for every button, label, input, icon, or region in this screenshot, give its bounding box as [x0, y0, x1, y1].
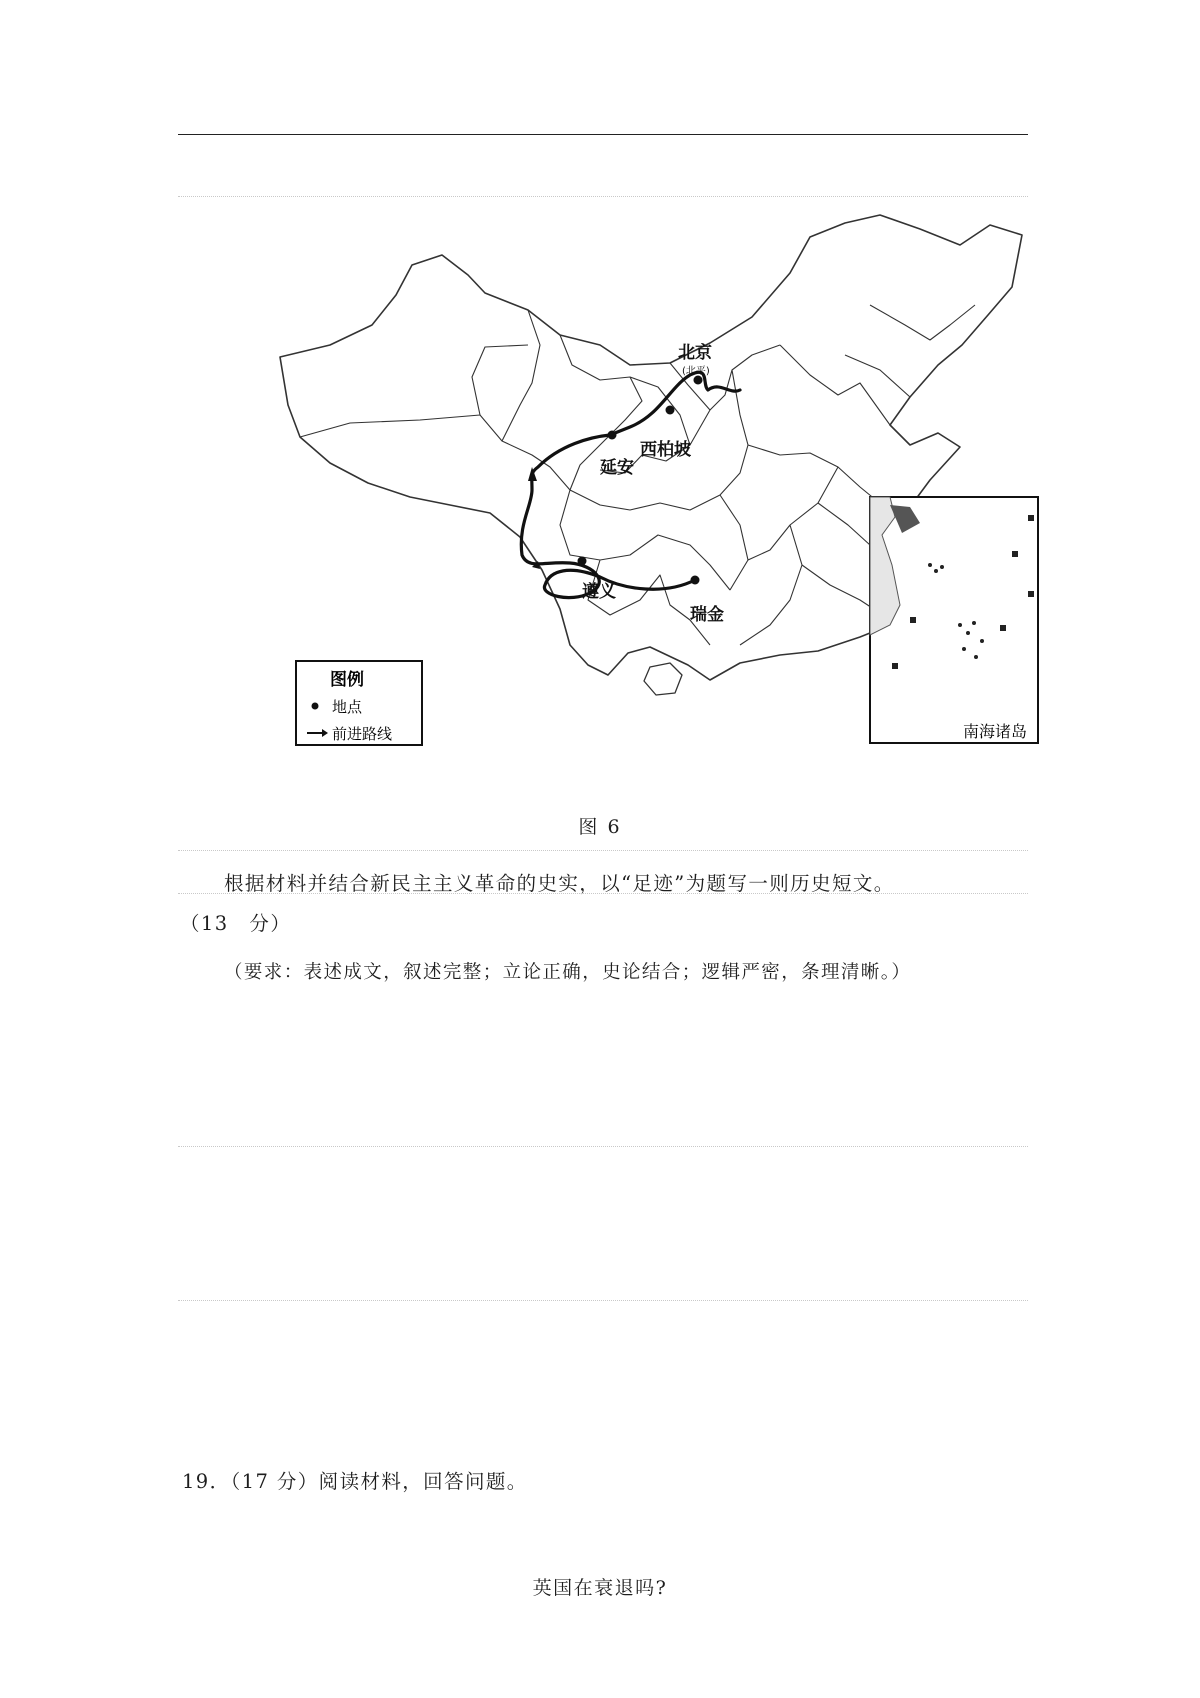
hainan-island	[644, 663, 682, 695]
label-beiping: (北平)	[682, 366, 710, 377]
dotted-divider	[178, 893, 1028, 894]
south-china-sea-inset	[870, 497, 1038, 743]
task-requirements: （要求：表述成文，叙述完整；立论正确，史论结合；逻辑严密，条理清晰。）	[224, 962, 912, 983]
label-yanan: 延安	[600, 458, 634, 478]
legend-title: 图例	[330, 670, 364, 690]
label-xibaipo: 西柏坡	[640, 440, 691, 460]
inset-label: 南海诸岛	[963, 722, 1028, 741]
question-19-header: 19．（17 分）阅读材料，回答问题。	[182, 1470, 528, 1493]
header-rule	[178, 134, 1028, 135]
question-19-subtitle: 英国在衰退吗?	[532, 1577, 668, 1599]
china-map-figure	[270, 205, 1040, 755]
map-legend	[296, 661, 422, 745]
answer-line	[178, 1300, 1028, 1301]
task-score: （13 分）	[180, 912, 292, 935]
task-prompt: 根据材料并结合新民主主义革命的史实，以“足迹”为题写一则历史短文。	[224, 872, 895, 895]
place-dot-xibaipo	[666, 406, 675, 415]
label-beijing: 北京	[678, 343, 712, 363]
place-dot-ruijin	[691, 576, 700, 585]
figure-caption: 图 6	[578, 816, 622, 838]
label-ruijin: 瑞金	[690, 605, 724, 625]
legend-item-place: 地点	[332, 698, 363, 716]
dotted-divider	[178, 850, 1028, 851]
place-dot-yanan	[608, 431, 617, 440]
answer-line	[178, 1146, 1028, 1147]
dot-icon	[312, 703, 319, 710]
place-dot-zunyi	[578, 557, 587, 566]
dotted-divider	[178, 196, 1028, 197]
legend-item-route: 前进路线	[332, 725, 393, 743]
label-zunyi: 遵义	[582, 582, 616, 602]
